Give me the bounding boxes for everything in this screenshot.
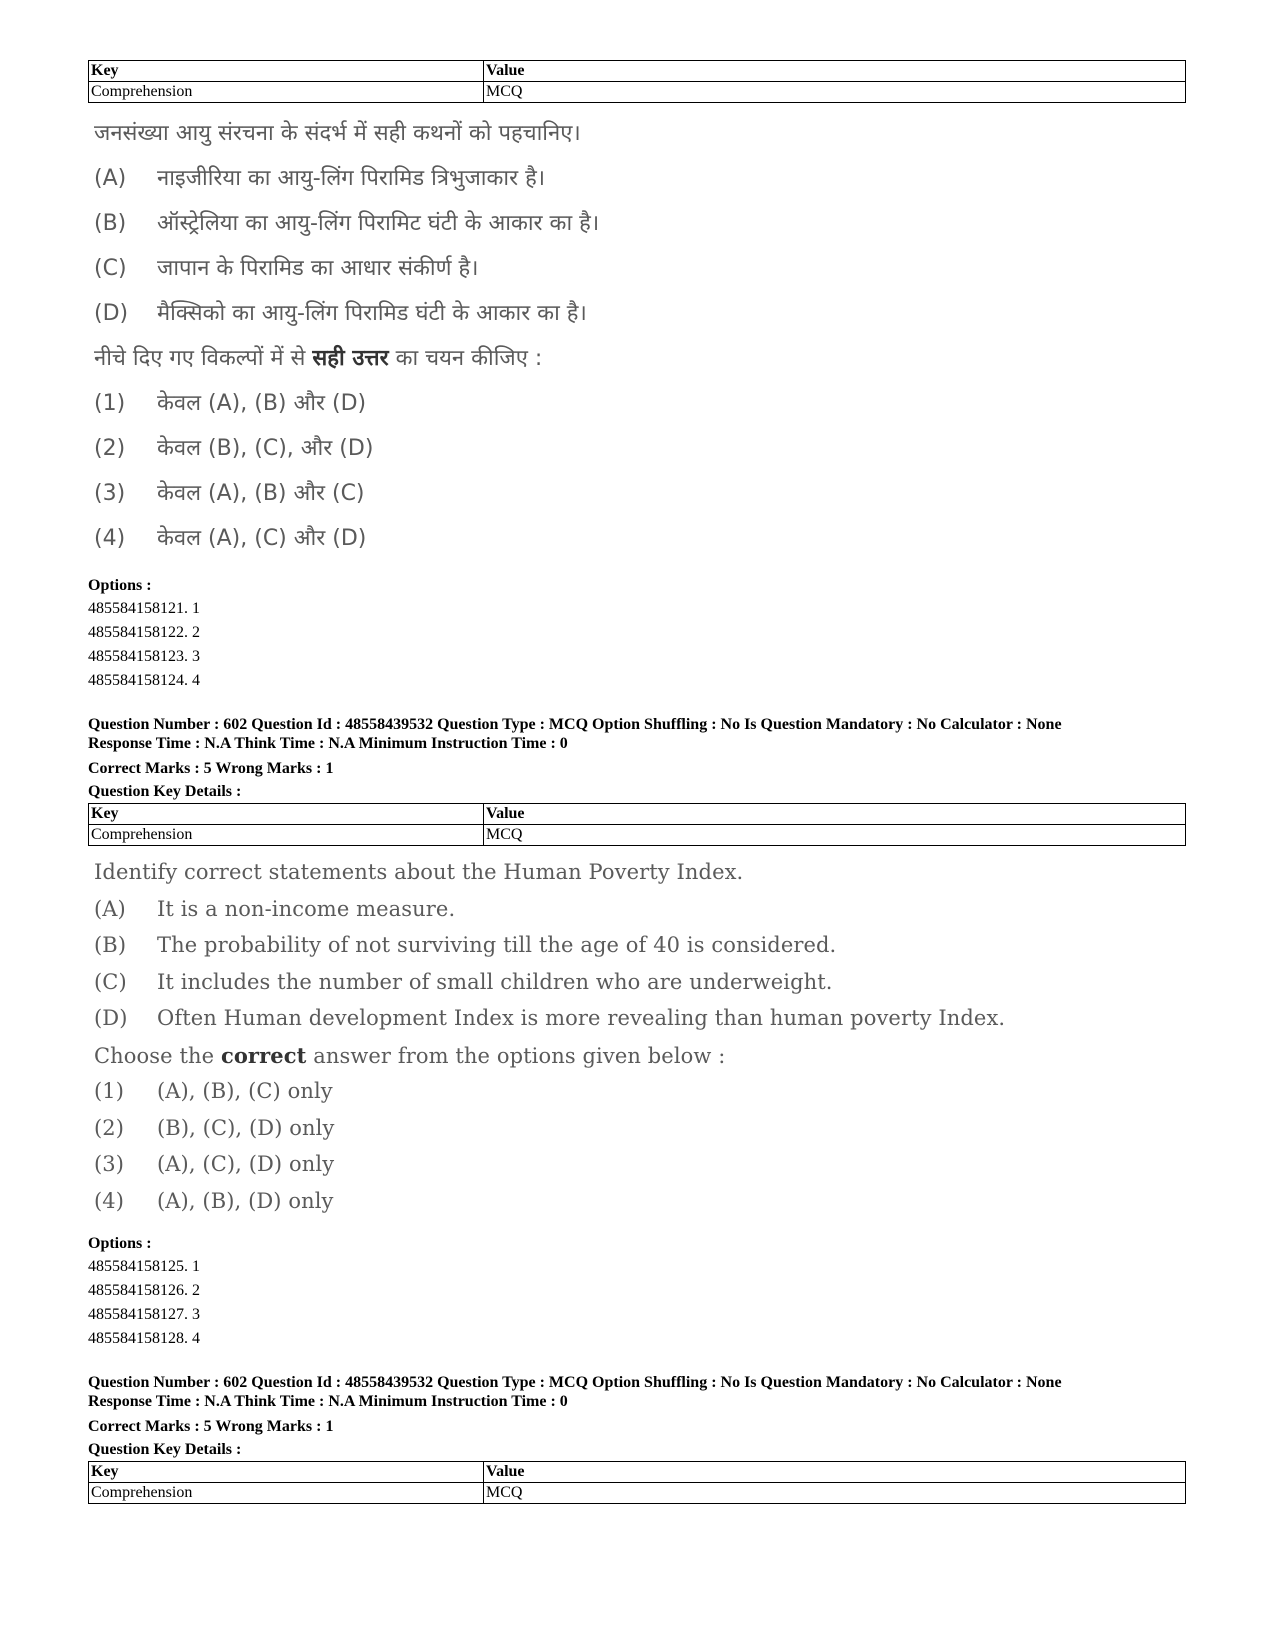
answer-choice: (3) केवल (A), (B) और (C) <box>94 481 365 506</box>
question-meta-line: Response Time : N.A Think Time : N.A Minimum Instruction Time : 0 <box>88 1393 568 1410</box>
table-header-key: Key <box>89 804 484 825</box>
key-value-table <box>88 60 1186 103</box>
key-value-table <box>88 1461 1186 1504</box>
answer-choice: (4) (A), (B), (D) only <box>94 1188 334 1213</box>
table-header-row <box>89 61 1186 82</box>
table-cell-key: Comprehension <box>89 1483 484 1504</box>
statement-b: (B) ऑस्ट्रेलिया का आयु-लिंग पिरामिट घंटी के आकार का है। <box>94 211 600 236</box>
table-header-row <box>89 804 1186 825</box>
question-hindi <box>94 117 1188 567</box>
table-cell-key: Comprehension <box>89 82 484 103</box>
option-item: 485584158128. 4 <box>88 1330 200 1347</box>
statement-a: (A) It is a non-income measure. <box>94 896 456 921</box>
question-meta-line: Response Time : N.A Think Time : N.A Minimum Instruction Time : 0 <box>88 735 568 752</box>
option-item: 485584158126. 2 <box>88 1282 200 1299</box>
question-marks: Correct Marks : 5 Wrong Marks : 1 <box>88 760 334 777</box>
option-item: 485584158123. 3 <box>88 648 200 665</box>
table-row <box>89 825 1186 846</box>
question-meta-line: Question Number : 602 Question Id : 48558439532 Question Type : MCQ Option Shuffling : No Is Question Mandatory : No Calculator : None <box>88 1374 1062 1391</box>
table-header-row <box>89 1462 1186 1483</box>
table-cell-value: MCQ <box>484 82 1186 103</box>
statement-d: (D) मैक्सिको का आयु-लिंग पिरामिड घंटी के आकार का है। <box>94 301 587 326</box>
statement-c: (C) जापान के पिरामिड का आधार संकीर्ण है। <box>94 256 479 281</box>
statement-c: (C) It includes the number of small children who are underweight. <box>94 969 833 994</box>
option-item: 485584158122. 2 <box>88 624 200 641</box>
question-meta-line: Question Number : 602 Question Id : 48558439532 Question Type : MCQ Option Shuffling : No Is Question Mandatory : No Calculator : None <box>88 716 1062 733</box>
question-stem: Identify correct statements about the Human Poverty Index. <box>94 860 744 884</box>
choose-instruction: नीचे दिए गए विकल्पों में से सही उत्तर का चयन कीजिए : <box>94 346 543 371</box>
table-header-value: Value <box>484 61 1186 82</box>
question-key-details: Question Key Details : <box>88 1441 242 1458</box>
answer-choice: (2) (B), (C), (D) only <box>94 1115 335 1140</box>
table-cell-key: Comprehension <box>89 825 484 846</box>
option-item: 485584158124. 4 <box>88 672 200 689</box>
question-key-details: Question Key Details : <box>88 783 242 800</box>
options-title: Options : <box>88 577 152 594</box>
answer-choice: (1) केवल (A), (B) और (D) <box>94 391 367 416</box>
answer-choice: (3) (A), (C), (D) only <box>94 1152 335 1176</box>
choose-instruction: Choose the correct answer from the options given below : <box>94 1042 726 1068</box>
option-item: 485584158127. 3 <box>88 1306 200 1323</box>
table-cell-value: MCQ <box>484 825 1186 846</box>
table-header-key: Key <box>89 1462 484 1483</box>
question-marks: Correct Marks : 5 Wrong Marks : 1 <box>88 1418 334 1435</box>
key-value-table <box>88 803 1186 846</box>
table-row <box>89 82 1186 103</box>
table-header-value: Value <box>484 804 1186 825</box>
statement-d: (D) Often Human development Index is more revealing than human poverty Index. <box>94 1006 1006 1030</box>
document-page <box>88 60 1188 1504</box>
table-header-value: Value <box>484 1462 1186 1483</box>
question-english <box>94 860 1188 1225</box>
answer-choice: (1) (A), (B), (C) only <box>94 1079 333 1103</box>
answer-choice: (4) केवल (A), (C) और (D) <box>94 526 367 551</box>
table-row <box>89 1483 1186 1504</box>
option-item: 485584158125. 1 <box>88 1258 200 1275</box>
question-stem: जनसंख्या आयु संरचना के संदर्भ में सही कथनों को पहचानिए। <box>94 121 581 146</box>
statement-b: (B) The probability of not surviving till the age of 40 is considered. <box>94 933 837 957</box>
table-cell-value: MCQ <box>484 1483 1186 1504</box>
answer-choice: (2) केवल (B), (C), और (D) <box>94 436 374 461</box>
option-item: 485584158121. 1 <box>88 600 200 617</box>
statement-a: (A) नाइजीरिया का आयु-लिंग पिरामिड त्रिभुजाकार है। <box>94 166 546 191</box>
options-title: Options : <box>88 1235 152 1252</box>
table-header-key: Key <box>89 61 484 82</box>
